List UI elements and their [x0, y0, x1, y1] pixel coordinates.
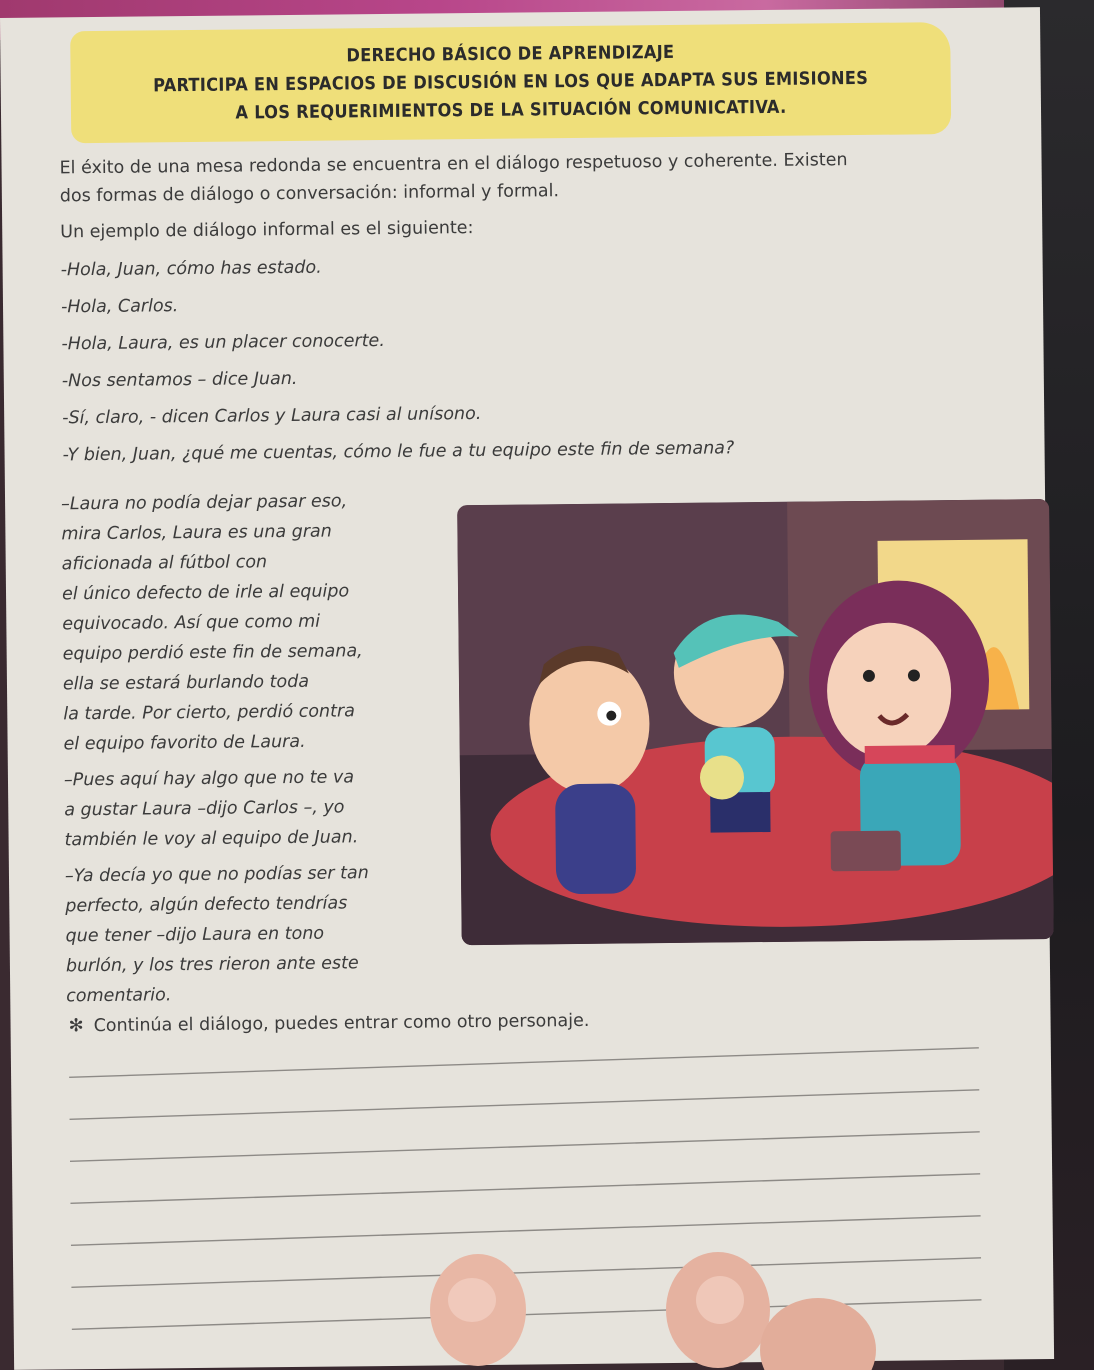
story-paragraph-1: –Laura no podía dejar pasar eso, mira Carlos, Laura es una gran aficionada al fútbol con el único defecto de irle al equipo equivocado. Así que como mi equipo perdió este fin de semana, ella se estará burlando toda la tarde. Por cierto, perdió contra el equipo favorito de Laura. [60, 491, 363, 755]
answer-line[interactable] [70, 1132, 980, 1162]
answer-line[interactable] [70, 1174, 980, 1204]
dialogue-line: -Hola, Juan, cómo has estado. [60, 257, 322, 281]
dialogue-line: -Sí, claro, - dicen Carlos y Laura casi al unísono. [62, 403, 482, 429]
intro-section [59, 146, 962, 479]
worksheet-page [0, 7, 1054, 1370]
story-text [61, 486, 427, 1018]
intro-example-label: Un ejemplo de diálogo informal es el siguiente: [60, 218, 474, 243]
dialogue-line: -Hola, Carlos. [60, 296, 179, 318]
intro-paragraph-line-1: El éxito de una mesa redonda se encuentra en el diálogo respetuoso y coherente. Existen [59, 150, 848, 179]
banner-line-3: A LOS REQUERIMIENTOS DE LA SITUACIÓN COMUNICATIVA. [235, 96, 787, 124]
banner-line-2: PARTICIPA EN ESPACIOS DE DISCUSIÓN EN LOS QUE ADAPTA SUS EMISIONES [153, 67, 869, 97]
answer-line[interactable] [71, 1216, 981, 1246]
activity-instruction [68, 1010, 589, 1036]
intro-paragraph-line-2: dos formas de diálogo o conversación: informal y formal. [59, 181, 560, 207]
dialogue-line: -Y bien, Juan, ¿qué me cuentas, cómo le fue a tu equipo este fin de semana? [62, 438, 735, 466]
competency-banner [70, 22, 951, 143]
banner-title: DERECHO BÁSICO DE APRENDIZAJE [346, 41, 675, 67]
illustration-svg [457, 499, 1054, 945]
story-paragraph-2: –Pues aquí hay algo que no te va a gustar Laura –dijo Carlos –, yo también le voy al equipo de Juan. [63, 767, 359, 851]
answer-line[interactable] [69, 1090, 979, 1120]
answer-line[interactable] [69, 1048, 979, 1078]
cartoon-illustration [457, 499, 1054, 945]
answer-line[interactable] [71, 1258, 981, 1288]
dialogue-line: -Nos sentamos – dice Juan. [61, 368, 298, 392]
activity-text: Continúa el diálogo, puedes entrar como otro personaje. [93, 1010, 590, 1037]
story-paragraph-3: –Ya decía yo que no podías ser tan perfecto, algún defecto tendrías que tener –dijo Laura en tono burlón, y los tres rieron ante este comentario. [64, 863, 369, 1007]
snowflake-icon: ✻ [68, 1015, 84, 1037]
answer-lines[interactable] [69, 1038, 992, 1368]
dialogue-line: -Hola, Laura, es un placer conocerte. [61, 330, 385, 355]
answer-line[interactable] [72, 1300, 982, 1330]
